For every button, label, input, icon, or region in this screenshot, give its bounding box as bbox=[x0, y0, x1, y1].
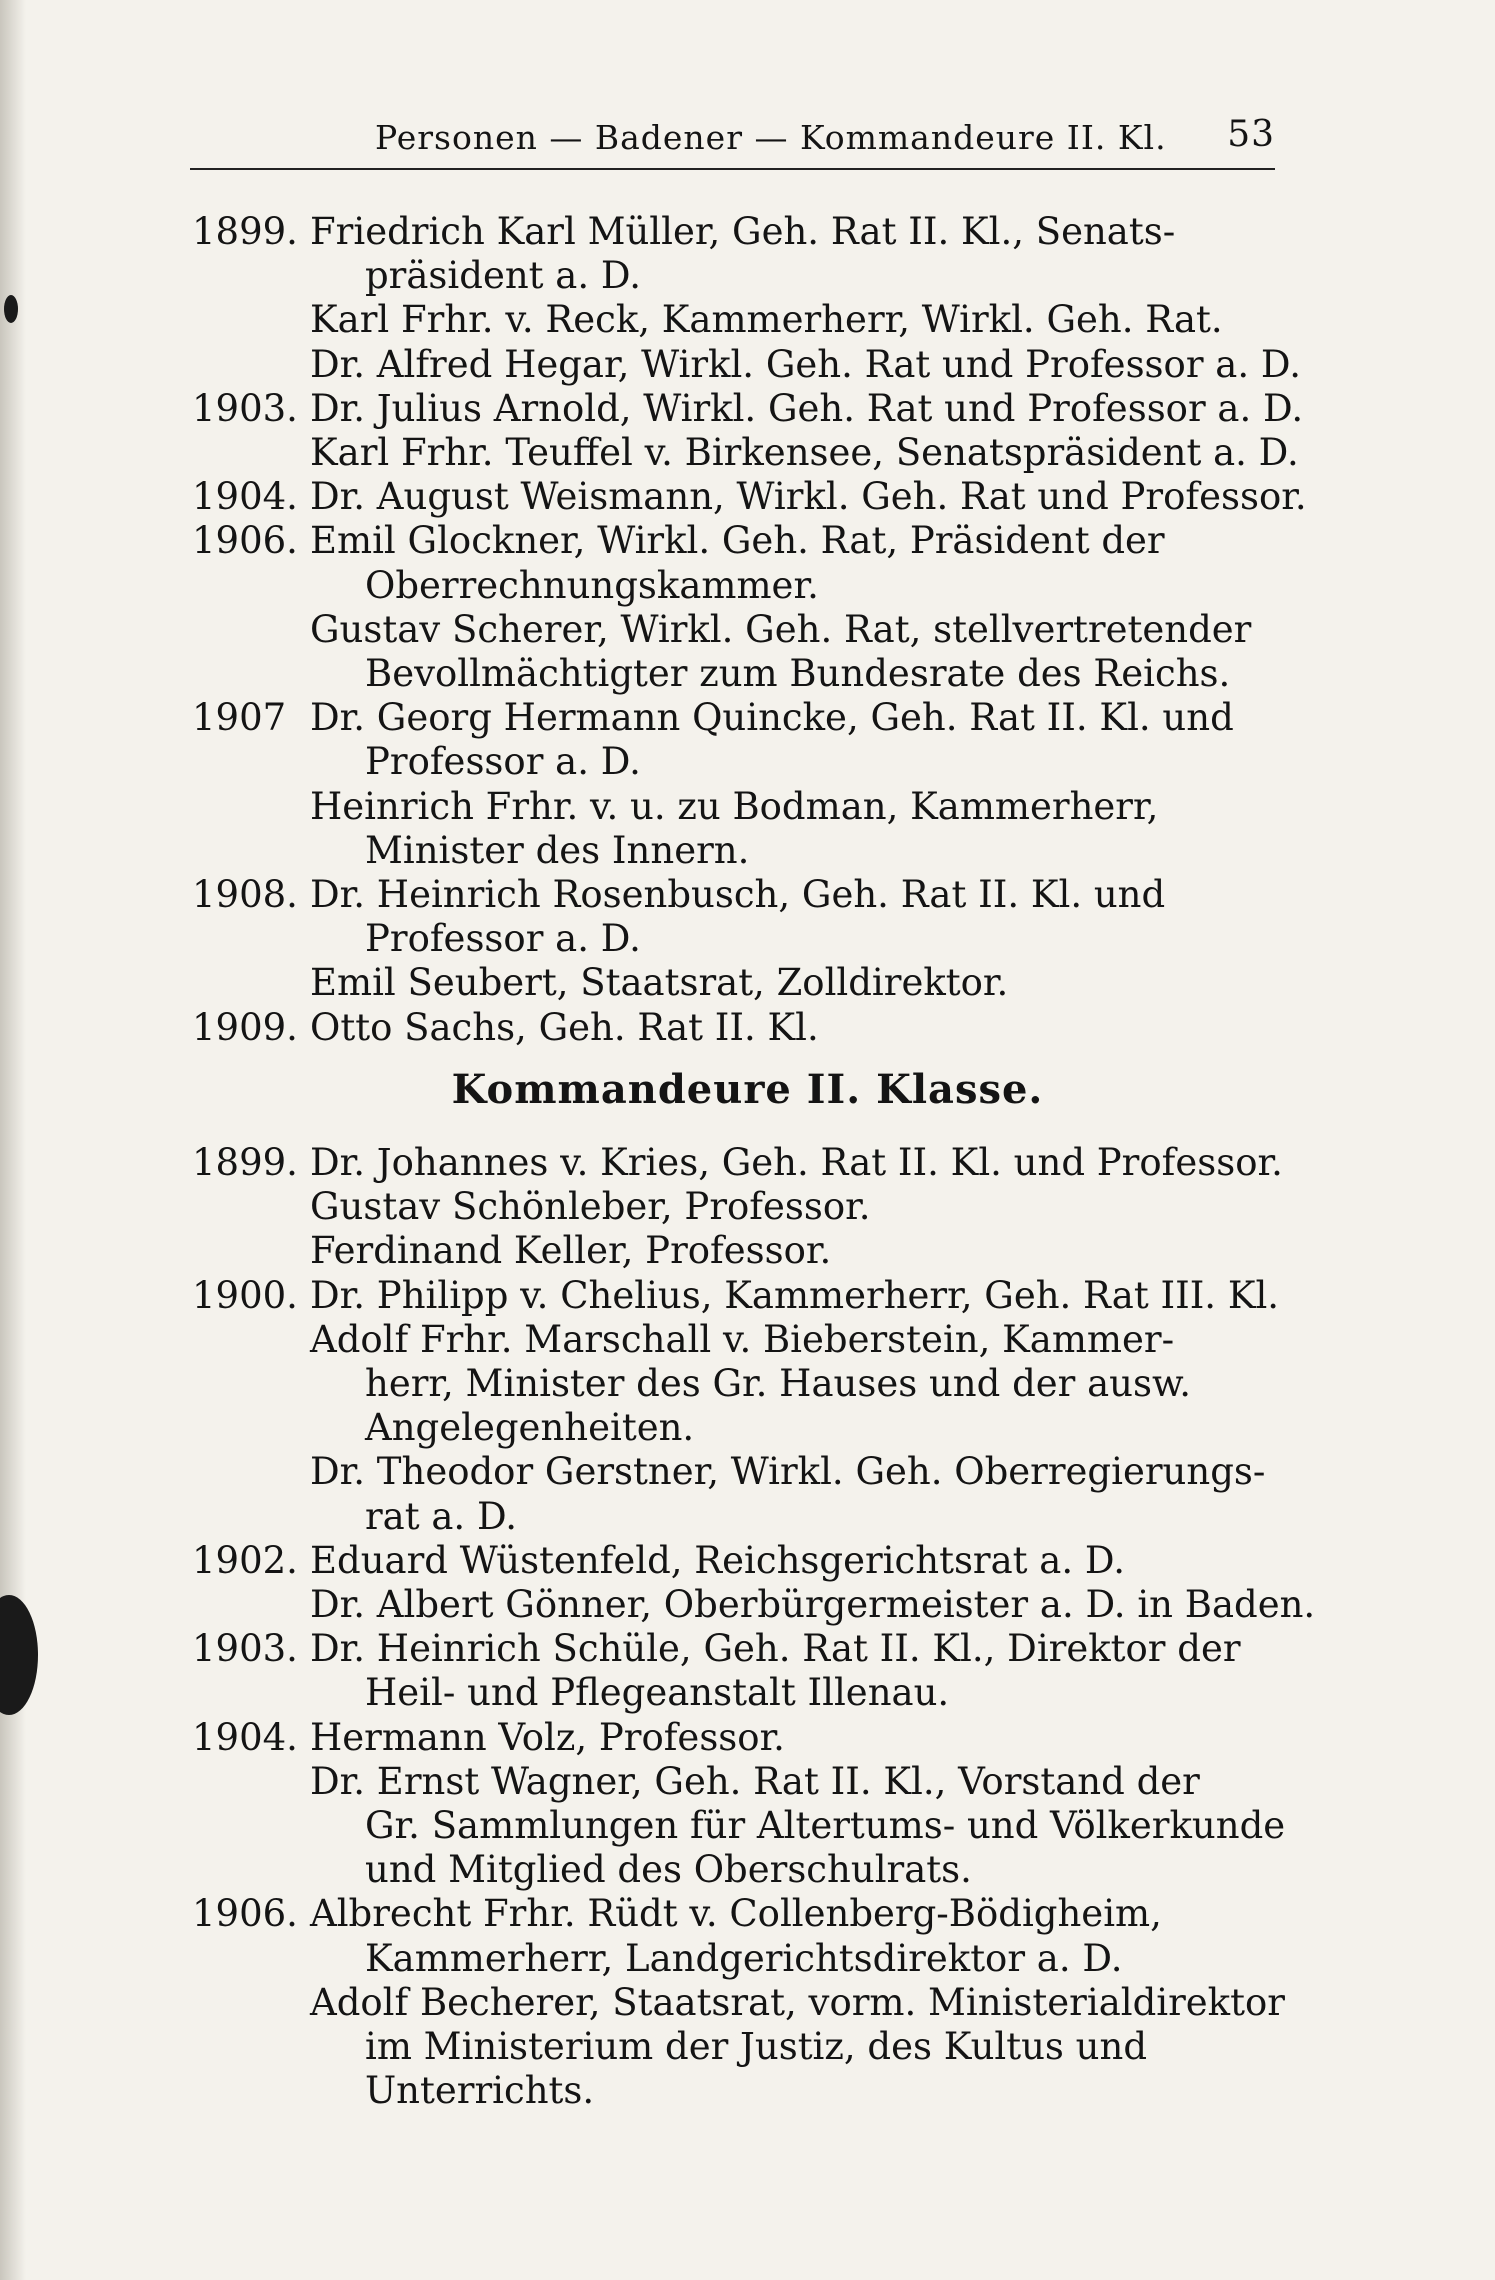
entry-text: Heil- und Pflegeanstalt Illenau. bbox=[365, 1671, 950, 1715]
entry-line bbox=[0, 1583, 1495, 1627]
entry-text: Dr. Johannes v. Kries, Geh. Rat II. Kl. und Professor. bbox=[310, 1141, 1283, 1184]
section-heading: Kommandeure II. Klasse. bbox=[451, 1066, 1044, 1113]
entry-line bbox=[0, 608, 1495, 652]
entry-text: Hermann Volz, Professor. bbox=[310, 1715, 785, 1759]
entry-line bbox=[0, 873, 1495, 917]
page-number: 53 bbox=[1227, 114, 1275, 155]
entry-line bbox=[0, 1539, 1495, 1583]
running-title: Personen — Badener — Kommandeure II. Kl. bbox=[375, 118, 1167, 157]
entry-line bbox=[0, 1362, 1495, 1406]
entry-text: Albrecht Frhr. Rüdt v. Collenberg-Bödigheim, bbox=[310, 1892, 1162, 1936]
entry-line bbox=[0, 829, 1495, 873]
entry-text: Ferdinand Keller, Professor. bbox=[310, 1229, 832, 1273]
entry-year: 1908. bbox=[192, 873, 298, 916]
entry-line bbox=[0, 298, 1495, 342]
entry-line bbox=[0, 961, 1495, 1005]
entry-text: Emil Seubert, Staatsrat, Zolldirektor. bbox=[310, 961, 1009, 1005]
entry-line bbox=[0, 387, 1495, 431]
entry-line bbox=[0, 1229, 1495, 1273]
entry-text: Karl Frhr. Teuffel v. Birkensee, Senatspräsident a. D. bbox=[310, 431, 1299, 474]
entry-text: Kammerherr, Landgerichtsdirektor a. D. bbox=[365, 1936, 1123, 1980]
entry-year: 1904. bbox=[192, 475, 298, 519]
entry-year: 1906. bbox=[192, 1892, 298, 1936]
entry-line bbox=[0, 1006, 1495, 1050]
entry-line bbox=[0, 696, 1495, 740]
entry-text: Oberrechnungskammer. bbox=[365, 563, 819, 607]
entry-line bbox=[0, 1495, 1495, 1539]
entry-line bbox=[0, 2025, 1495, 2069]
entry-line bbox=[0, 1450, 1495, 1494]
entry-line bbox=[0, 1937, 1495, 1981]
entry-line bbox=[0, 343, 1495, 387]
entry-text: Professor a. D. bbox=[365, 917, 641, 961]
entry-line bbox=[0, 1981, 1495, 2025]
entry-line bbox=[0, 431, 1495, 475]
entry-line bbox=[0, 210, 1495, 254]
entry-text: Minister des Innern. bbox=[365, 828, 750, 872]
entry-text: Dr. Ernst Wagner, Geh. Rat II. Kl., Vorstand der bbox=[310, 1759, 1200, 1803]
entry-text: Dr. Theodor Gerstner, Wirkl. Geh. Oberregierungs- bbox=[310, 1450, 1266, 1494]
entry-year: 1899. bbox=[192, 210, 298, 253]
entry-line bbox=[0, 475, 1495, 519]
entry-year: 1899. bbox=[192, 1141, 298, 1184]
entry-text: Dr. Philipp v. Chelius, Kammerherr, Geh. Rat III. Kl. bbox=[310, 1273, 1280, 1317]
entry-text: Dr. Alfred Hegar, Wirkl. Geh. Rat und Professor a. D. bbox=[310, 342, 1301, 386]
entry-text: Bevollmächtigter zum Bundesrate des Reichs. bbox=[365, 652, 1231, 695]
entry-line bbox=[0, 1627, 1495, 1671]
entry-line bbox=[0, 1848, 1495, 1892]
entry-text: Eduard Wüstenfeld, Reichsgerichtsrat a. D. bbox=[310, 1538, 1125, 1582]
entry-text: und Mitglied des Oberschulrats. bbox=[365, 1848, 972, 1892]
header-rule bbox=[190, 168, 1275, 170]
entry-year: 1903. bbox=[192, 1627, 298, 1671]
entry-line bbox=[0, 785, 1495, 829]
entry-line bbox=[0, 519, 1495, 563]
entry-line bbox=[0, 1804, 1495, 1848]
entry-text: Unterrichts. bbox=[365, 2069, 595, 2113]
entry-line bbox=[0, 1185, 1495, 1229]
entry-text: Professor a. D. bbox=[365, 740, 641, 784]
entry-text: Dr. Heinrich Rosenbusch, Geh. Rat II. Kl. und bbox=[310, 873, 1166, 916]
entry-line bbox=[0, 1318, 1495, 1362]
entry-line bbox=[0, 1274, 1495, 1318]
entry-text: Gr. Sammlungen für Altertums- und Völkerkunde bbox=[365, 1804, 1286, 1847]
entry-text: rat a. D. bbox=[365, 1494, 518, 1538]
entry-year: 1900. bbox=[192, 1273, 298, 1317]
entry-year: 1906. bbox=[192, 519, 298, 563]
entry-text: Friedrich Karl Müller, Geh. Rat II. Kl., Senats- bbox=[310, 210, 1176, 253]
entry-text: Gustav Scherer, Wirkl. Geh. Rat, stellvertretender bbox=[310, 607, 1252, 651]
entry-text: Dr. Albert Gönner, Oberbürgermeister a. D. in Baden. bbox=[310, 1583, 1316, 1626]
entry-year: 1904. bbox=[192, 1715, 298, 1759]
entry-text: präsident a. D. bbox=[365, 254, 641, 298]
entry-text: Angelegenheiten. bbox=[365, 1406, 695, 1450]
entry-text: Dr. August Weismann, Wirkl. Geh. Rat und Professor. bbox=[310, 475, 1307, 519]
entry-text: Adolf Frhr. Marschall v. Bieberstein, Kammer- bbox=[310, 1317, 1175, 1361]
entry-year: 1909. bbox=[192, 1005, 298, 1049]
entry-text: Adolf Becherer, Staatsrat, vorm. Ministerialdirektor bbox=[310, 1980, 1285, 2024]
entry-year: 1903. bbox=[192, 386, 298, 430]
entry-line bbox=[0, 2069, 1495, 2113]
entry-text: Emil Glockner, Wirkl. Geh. Rat, Präsident der bbox=[310, 519, 1165, 563]
entry-text: Gustav Schönleber, Professor. bbox=[310, 1185, 871, 1229]
entry-text: im Ministerium der Justiz, des Kultus und bbox=[365, 2025, 1148, 2068]
entry-text: Dr. Julius Arnold, Wirkl. Geh. Rat und Professor a. D. bbox=[310, 386, 1304, 430]
entry-text: herr, Minister des Gr. Hauses und der ausw. bbox=[365, 1362, 1192, 1405]
entry-line bbox=[0, 1141, 1495, 1185]
entry-text: Dr. Georg Hermann Quincke, Geh. Rat II. Kl. und bbox=[310, 696, 1234, 740]
entry-line bbox=[0, 1671, 1495, 1715]
entry-text: Dr. Heinrich Schüle, Geh. Rat II. Kl., Direktor der bbox=[310, 1627, 1241, 1671]
entry-line bbox=[0, 652, 1495, 696]
entry-line bbox=[0, 254, 1495, 298]
entry-text: Heinrich Frhr. v. u. zu Bodman, Kammerherr, bbox=[310, 784, 1159, 828]
entry-text: Karl Frhr. v. Reck, Kammerherr, Wirkl. Geh. Rat. bbox=[310, 298, 1223, 342]
entry-year: 1907 bbox=[192, 696, 287, 740]
entry-line bbox=[0, 740, 1495, 784]
entry-line bbox=[0, 1406, 1495, 1450]
entry-line bbox=[0, 1716, 1495, 1760]
entry-text: Otto Sachs, Geh. Rat II. Kl. bbox=[310, 1005, 819, 1049]
entry-line bbox=[0, 1760, 1495, 1804]
entry-line bbox=[0, 1892, 1495, 1936]
entry-line bbox=[0, 917, 1495, 961]
entry-line bbox=[0, 564, 1495, 608]
page-header bbox=[190, 112, 1275, 160]
entry-year: 1902. bbox=[192, 1538, 298, 1582]
